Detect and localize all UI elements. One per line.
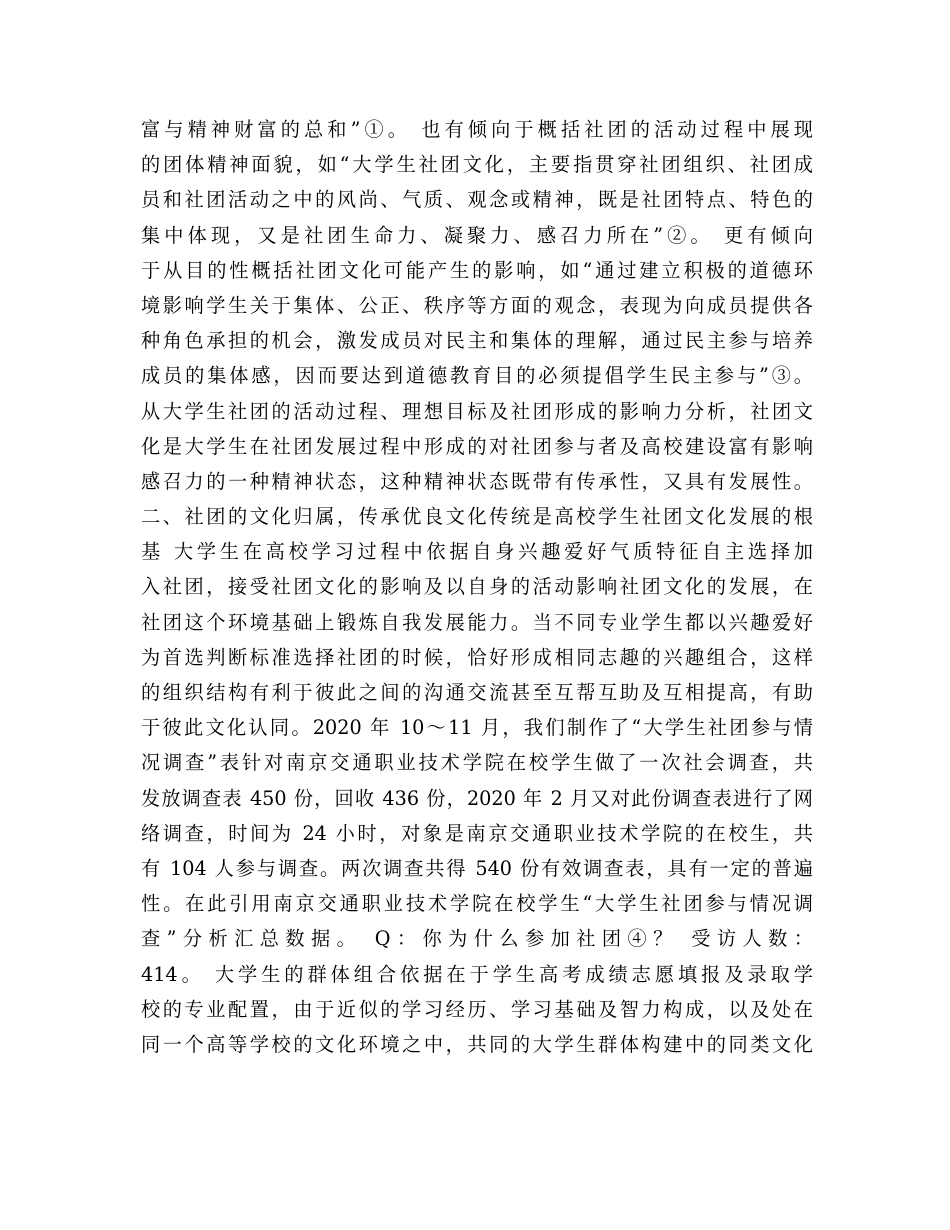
- text-line: 于彼此文化认同。2020 年 10～11 月，我们制作了“大学生社团参与情: [141, 716, 813, 740]
- body-text: [141, 112, 813, 1062]
- text-line: 富与精神财富的总和”①。 也有倾向于概括社团的活动过程中展现: [141, 118, 813, 141]
- text-line: 性。在此引用南京交通职业技术学院在校学生“大学生社团参与情况调: [141, 892, 813, 916]
- text-line: 414。 大学生的群体组合依据在于学生高考成绩志愿填报及录取学: [141, 962, 813, 986]
- text-line: 校的专业配置，由于近似的学习经历、学习基础及智力构成，以及处在: [141, 997, 813, 1021]
- text-line: 集中体现，又是社团生命力、凝聚力、感召力所在”②。 更有倾向: [141, 223, 813, 247]
- text-line: 从大学生社团的活动过程、理想目标及社团形成的影响力分析，社团文: [141, 399, 813, 423]
- text-line: 的团体精神面貌，如“大学生社团文化，主要指贯穿社团组织、社团成: [141, 153, 813, 177]
- text-line: 有 104 人参与调查。两次调查共得 540 份有效调查表，具有一定的普遍: [141, 856, 813, 880]
- text-line: 感召力的一种精神状态，这种精神状态既带有传承性，又具有发展性。: [141, 469, 813, 493]
- text-line: 发放调查表 450 份，回收 436 份，2020 年 2 月又对此份调查表进行了网: [141, 786, 813, 810]
- text-line: 查”分析汇总数据。 Q：你为什么参加社团④？ 受访人数：: [141, 927, 813, 951]
- text-line: 况调查”表针对南京交通职业技术学院在校学生做了一次社会调查，共: [141, 751, 813, 775]
- text-line: 成员的集体感，因而要达到道德教育目的必须提倡学生民主参与”③。: [141, 364, 813, 388]
- text-line: 为首选判断标准选择社团的时候，恰好形成相同志趣的兴趣组合，这样: [141, 645, 813, 669]
- text-line: 于从目的性概括社团文化可能产生的影响，如“通过建立积极的道德环: [141, 258, 813, 282]
- text-line: 员和社团活动之中的风尚、气质、观念或精神，既是社团特点、特色的: [141, 188, 813, 212]
- text-line: 种角色承担的机会，激发成员对民主和集体的理解，通过民主参与培养: [141, 329, 813, 353]
- text-line: 二、社团的文化归属，传承优良文化传统是高校学生社团文化发展的根: [141, 505, 813, 529]
- text-line: 基 大学生在高校学习过程中依据自身兴趣爱好气质特征自主选择加: [141, 540, 813, 564]
- text-line: 的组织结构有利于彼此之间的沟通交流甚至互帮互助及互相提高，有助: [141, 681, 813, 704]
- text-line: 化是大学生在社团发展过程中形成的对社团参与者及高校建设富有影响: [141, 434, 813, 458]
- text-line: 入社团，接受社团文化的影响及以自身的活动影响社团文化的发展，在: [141, 575, 813, 599]
- text-line: 社团这个环境基础上锻炼自我发展能力。当不同专业学生都以兴趣爱好: [141, 610, 813, 634]
- text-line: 络调查，时间为 24 小时，对象是南京交通职业技术学院的在校生，共: [141, 821, 813, 845]
- text-line: 境影响学生关于集体、公正、秩序等方面的观念，表现为向成员提供各: [141, 293, 813, 317]
- text-line: 同一个高等学校的文化环境之中，共同的大学生群体构建中的同类文化: [141, 1032, 813, 1056]
